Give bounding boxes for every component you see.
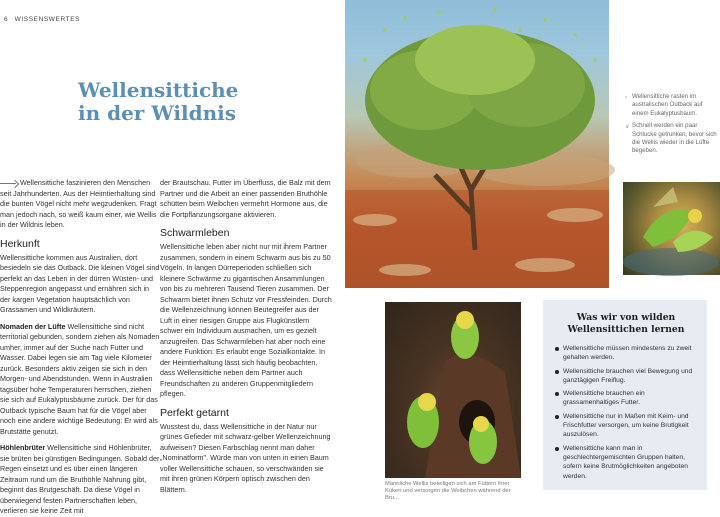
caption-drinking: ∨ Schnell werden ein paar Schlucke getrunken, bevor sich die Wellis wieder in die Lüfte begeben.: [625, 122, 717, 155]
list-item: Wellensittiche brauchen viel Bewegung und ganztägigen Freiflug.: [555, 367, 697, 386]
intro-paragraph: [0, 178, 160, 231]
list-item: Wellensittiche kann man in geschlechtergemischten Gruppen halten, sofern keine Brutmöglichkeiten angeboten werden.: [555, 444, 697, 481]
page-number: 6: [4, 16, 9, 23]
text-column-1: [0, 178, 160, 517]
intro-text: Wellensittiche faszinieren den Menschen seit Jahrhunderten. Aus der Heimtierhaltung sind die bunten Vögel nicht mehr wegzudenken. Fragt man jedoch nach, so weiß kaum einer, wie Wellis in der Wildnis leben.: [0, 178, 157, 229]
outback-tree-photo: [345, 0, 609, 288]
drinking-parakeets-illustration: [623, 182, 720, 275]
herkunft-paragraph: Wellensittiche kommen aus Australien, dort besiedeln sie das Outback. Die kleinen Vögel sind perfekt an das Leben in der dürren Wüsten- und Steppenregion angepasst und ernähren sich in der kargen Vegetation hauptsächlich von Grassamen und Wildkräutern.: [0, 252, 160, 314]
info-box-title-line-2: Wellensittichen lernen: [567, 324, 685, 335]
nomaden-paragraph: [0, 322, 160, 438]
list-item: Wellensittiche nur in Maßen mit Keim- und Frischfutter versorgen, um keine Brutlgkeit auszulösen.: [555, 412, 697, 440]
left-page: [0, 0, 345, 515]
nomaden-lead: Nomaden der Lüfte: [0, 321, 66, 331]
title-line-1: Wellensittiche: [78, 78, 239, 102]
running-head: [4, 16, 80, 23]
title-line-2: in der Wildnis: [78, 101, 236, 125]
drinking-parakeets-photo: [623, 182, 720, 275]
caption-tree: ‹ Wellensittiche rasten im australischen Outback auf einem Eukalyptusbaum.: [625, 93, 703, 117]
caption-pointer-down-icon: ∨: [625, 124, 630, 131]
arrow-right-icon: [0, 180, 18, 186]
photo-captions-right: [625, 93, 717, 160]
info-box-list: [555, 344, 697, 481]
heading-herkunft: Herkunft: [0, 237, 40, 250]
list-item: Wellensittiche brauchen ein grassamenhaltiges Futter.: [555, 389, 697, 408]
hoehlen-text: Wellensittiche sind Höhlenbrüter, sie brüten bei günstigen Bedingungen. Sobald der Regen einsetzt und es über einen längeren Zeitraum rund um die Bruthöhle Nahrung gibt, beginnt das Brutgeschäft. Da diese Vögel in überwiegend festen Partnerschaften leben, verlieren sie keine Zeit mit: [0, 443, 160, 515]
info-box: [543, 300, 707, 490]
parakeets-nest-illustration: [385, 302, 521, 478]
hoehlen-lead: Höhlenbrüter: [0, 443, 46, 452]
list-item: Wellensittiche müssen mindestens zu zweit gehalten werden.: [555, 344, 697, 363]
outback-tree-illustration: [345, 0, 609, 288]
text-column-2: [160, 178, 332, 495]
article-title: [78, 79, 238, 125]
parakeets-nest-photo: [385, 302, 521, 478]
caption-nest: Männliche Wellis beteiligen sich am Füttern ihrer Küken und versorgen die Weibchen während der Bru...: [385, 481, 511, 501]
info-box-title-line-1: Was wir von wilden: [576, 312, 676, 323]
getarnt-paragraph: Wusstest du, dass Wellensittiche in der Natur nur grünes Gefieder mit schwarz-gelber Wellenzeichnung aufweisen? Diesen Farbschlag nennt man daher „Nominatform". Würde man von unten in einen Baum voller Wellensittiche schauen, so verschwänden sie mit ihren grünen Körpern optisch zwischen den Blättern.: [160, 421, 331, 494]
right-page: [345, 0, 720, 501]
section-label: WISSENSWERTES: [14, 16, 81, 23]
caption-pointer-up-icon: ‹: [625, 95, 627, 101]
continuation-paragraph: der Brautschau. Futter im Überfluss, die Balz mit dem Partner und die Arbeit an einer passenden Bruthöhle schütten beim Weibchen vermehrt Hormone aus, die die Fortpflanzungsorgane aktivieren.: [160, 178, 331, 219]
info-box-title: [555, 312, 697, 336]
hoehlen-paragraph: [0, 443, 160, 517]
heading-schwarmleben: Schwarmleben: [160, 227, 230, 239]
schwarm-paragraph: Wellensittiche leben aber nicht nur mit ihrem Partner zusammen, sondern in einem Schwarm aus bis zu 50 Vögeln. In langen Dürreperioden schließen sich kleinere Schwärme zu gigantischen Ansammlungen von bis zu mehreren Tausend Tieren zusammen. Der Schwarm bietet ihnen Schutz vor Fressfeinden. Durch die Wellenzeichnung können Beutegreifer aus der Luft in einer riesigen Gruppe aus Flugkünstlern schwer ein Individuum ausmachen, um es gezielt anzugreifen. Das Schwarmleben hat aber noch eine andere Funktion: Es erlaubt enge Sozialkontakte. In der Heimtierhaltung lässt sich häufig beobachten, dass Wellensittiche neben dem Partner auch Freundschaften zu anderen Gruppenmitgliedern pflegen.: [160, 242, 332, 398]
heading-perfekt-getarnt: Perfekt getarnt: [160, 406, 229, 419]
nomaden-text: Wellensittiche sind nicht territorial gebunden, sondern ziehen als Nomaden umher, immer auf der Suche nach Futter und Wasser. Dabei legen sie am Tag viele Kilometer zurück. Besonders aktiv zeigen sie sich in den Morgen- und Abendstunden. Wenn in Australien tagsüber hohe Temperaturen herrschen, ziehen sie sich auf Eukalyptusbäume zurück. Der für das Outback typische Baum hat für die Vögel aber noch eine andere wichtige Bedeutung: Er wird als Brutstätte genutzt.: [0, 321, 160, 436]
